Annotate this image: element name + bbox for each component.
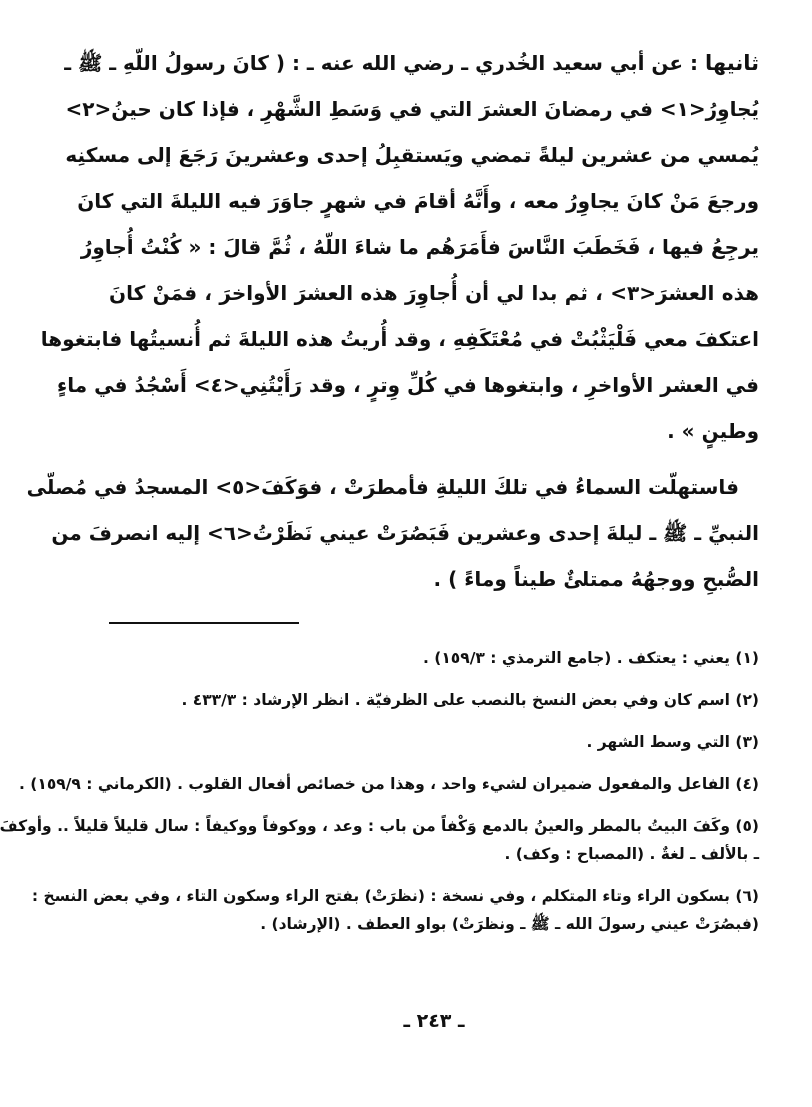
text-line: وطينٍ » . (667, 419, 759, 443)
footnote-line: (١) يعني : يعتكف . (جامع الترمذي : ١٥٩/٣) . (422, 649, 759, 667)
footnotes (0, 644, 759, 938)
text-line (64, 40, 759, 86)
page-number: ـ ٢٤٣ ـ (403, 1010, 465, 1032)
section-lead-word: ثانيها (705, 51, 759, 75)
footnote (31, 882, 759, 938)
footnote-line: (٢) اسم كان وفي بعض النسخ بالنصب على الظرفيّة . انظر الإرشاد : ٤٣٣/٣ . (181, 691, 759, 709)
footnote-separator-wrap (109, 602, 759, 644)
text-line: فاستهلّت السماءُ في تلكَ الليلةِ فأمطرَتْ ، فوَكَفَ<٥> المسجدُ في مُصلّى (26, 475, 739, 499)
text-line: يُمسي من عشرين ليلةً تمضي ويَستقبِلُ إحدى وعشرينَ رَجَعَ إلى مسكنِه (65, 143, 759, 167)
footnote (19, 770, 759, 798)
footnote (109, 686, 759, 714)
text-line: اعتكفَ معي فَلْيَثْبُتْ في مُعْتَكَفِهِ ، وقد أُريتُ هذه الليلةَ ثم أُنسيتُها فابتغوها (40, 327, 759, 351)
footnote-line: (فبصُرَتْ عيني رسولَ الله ـ ﷺ ـ ونظرَتْ) بواو العطف . (الإرشاد) . (260, 915, 759, 933)
footnote (109, 644, 759, 672)
footnote-line: (٥) وكَفَ البيتُ بالمطر والعينُ بالدمع وَكْفاً من باب : وعد ، ووكوفاً ووكيفاً : سال قليلاً قليلاً .. وأوكفَ (0, 817, 759, 835)
footnote (109, 728, 759, 756)
footnote (0, 812, 759, 868)
footnote-separator (109, 622, 299, 624)
text-line: هذه العشرَ<٣> ، ثم بدا لي أن أُجاوِرَ هذه العشرَ الأواخرَ ، فمَنْ كانَ (109, 281, 759, 305)
text-line: في العشر الأواخرِ ، وابتغوها في كُلِّ وِترٍ ، وقد رَأَيْتُنِي<٤> أَسْجُدُ في ماءٍ (57, 373, 759, 397)
text-line: الصُّبحِ ووجهُهُ ممتلئٌ طيناً وماءً ) . (433, 567, 759, 591)
hadith-text (26, 40, 759, 602)
footnote-line: (٣) التي وسط الشهر . (586, 733, 759, 751)
footnote-line: (٦) بسكون الراء وتاء المتكلم ، وفي نسخة : (نظرَتْ) بفتح الراء وسكون التاء ، وفي بعض النسخ : (31, 887, 759, 905)
text-line: يرجِعُ فيها ، فَخَطَبَ النَّاسَ فأَمَرَهُم ما شاءَ اللّهُ ، ثُمَّ قالَ : « كُنْتُ أُجاوِرُ (80, 235, 759, 259)
text-line: ورجعَ مَنْ كانَ يجاوِرُ معه ، وأَنَّهُ أقامَ في شهرٍ جاوَرَ فيه الليلةَ التي كانَ (77, 189, 759, 213)
document-page (0, 40, 759, 1080)
footnote-line: (٤) الفاعل والمفعول ضميران لشيء واحد ، وهذا من خصائص أفعال القلوب . (الكرماني : ١٥٩/٩) . (19, 775, 759, 793)
footnote-line: ـ بالألف ـ لغةٌ . (المصباح : وكف) . (504, 845, 759, 863)
text-line: يُجاوِرُ<١> في رمضانَ العشرَ التي في وَسَطِ الشَّهْرِ ، فإذا كان حينُ<٢> (65, 97, 759, 121)
text-line-content: : عن أبي سعيد الخُدري ـ رضي الله عنه ـ : ( كانَ رسولُ اللّهِ ـ ﷺ ـ (64, 51, 699, 75)
paragraph-gap (109, 454, 759, 464)
text-line: النبيِّ ـ ﷺ ـ ليلةَ إحدى وعشرين فَبَصُرَتْ عيني نَظَرْتُ<٦> إليه انصرفَ من (51, 521, 759, 545)
